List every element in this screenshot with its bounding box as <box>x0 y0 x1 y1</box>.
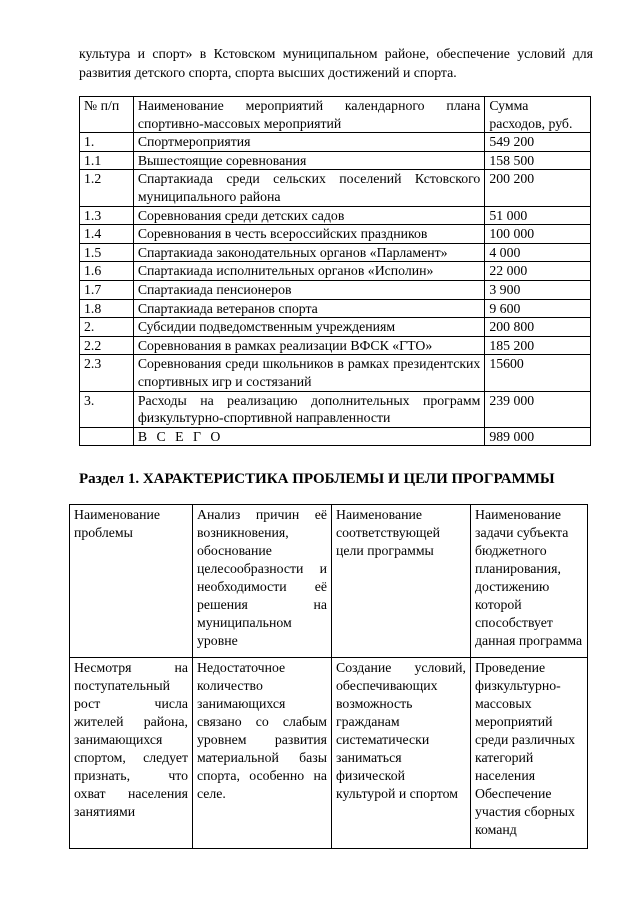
table-row <box>80 280 591 299</box>
row-expense-sum: 3 900 <box>485 280 591 299</box>
row-number: 3. <box>80 391 134 427</box>
row-number: 2. <box>80 318 134 337</box>
task-text: Проведение физкультурно-массовых мероприятий среди различных категорий населения Обеспечение участия сборных команд <box>475 660 576 837</box>
row-event-name: Соревнования среди детских садов <box>133 206 485 225</box>
row-event-name: Субсидии подведомственным учреждениям <box>133 318 485 337</box>
row-expense-sum: 200 800 <box>485 318 591 337</box>
header-goal <box>332 505 471 658</box>
header-event-name: Наименование мероприятий календарного плана спортивно-массовых мероприятий <box>133 97 485 133</box>
problem-goals-table <box>69 504 588 849</box>
events-expenses-table <box>79 96 591 446</box>
row-expense-sum: 158 500 <box>485 151 591 170</box>
table-row <box>80 299 591 318</box>
table-row <box>80 318 591 337</box>
problem-cell <box>70 658 193 849</box>
row-number: 1.2 <box>80 170 134 206</box>
row-number: 1.3 <box>80 206 134 225</box>
row-number: 1.1 <box>80 151 134 170</box>
table-header-row <box>80 97 591 133</box>
row-event-name: Соревнования в рамках реализации ВФСК «ГТО» <box>133 336 485 355</box>
row-number <box>80 427 134 446</box>
section-title: Раздел 1. ХАРАКТЕРИСТИКА ПРОБЛЕМЫ И ЦЕЛИ ПРОГРАММЫ <box>79 471 555 487</box>
row-event-name: Расходы на реализацию дополнительных программ физкультурно-спортивной направленности <box>133 391 485 427</box>
row-expense-sum: 15600 <box>485 355 591 391</box>
header-problem <box>70 505 193 658</box>
header-goal-text: Наименование соответствующей цели программы <box>336 507 441 558</box>
row-expense-sum: 100 000 <box>485 225 591 244</box>
row-event-name: Спартакиада исполнительных органов «Исполин» <box>133 262 485 281</box>
table-row <box>80 206 591 225</box>
task-cell <box>471 658 588 849</box>
analysis-cell <box>193 658 332 849</box>
row-number: 1.4 <box>80 225 134 244</box>
table-row <box>80 243 591 262</box>
table-row-total <box>80 427 591 446</box>
header-problem-text: Наименование проблемы <box>74 507 160 540</box>
row-event-name: Спартакиада среди сельских поселений Кстовского муниципального района <box>133 170 485 206</box>
row-event-name: Спартакиада пенсионеров <box>133 280 485 299</box>
row-number: 1. <box>80 133 134 152</box>
row-number: 1.5 <box>80 243 134 262</box>
row-expense-sum: 200 200 <box>485 170 591 206</box>
header-task <box>471 505 588 658</box>
row-expense-sum: 989 000 <box>485 427 591 446</box>
header-task-text: Наименование задачи субъекта бюджетного планирования, достижению которой способствует данная программа <box>475 507 583 648</box>
table-header-row <box>70 505 588 658</box>
row-event-name: Соревнования среди школьников в рамках президентских спортивных игр и состязаний <box>133 355 485 391</box>
table-row <box>80 133 591 152</box>
table-row <box>80 391 591 427</box>
table-row <box>70 658 588 849</box>
row-expense-sum: 22 000 <box>485 262 591 281</box>
table-row <box>80 355 591 391</box>
goal-cell <box>332 658 471 849</box>
table-row <box>80 336 591 355</box>
header-expense-sum: Сумма расходов, руб. <box>485 97 591 133</box>
table-row <box>80 170 591 206</box>
goal-text: Создание условий, обеспечивающих возможность гражданам систематически заниматься физической культурой и спортом <box>336 660 466 801</box>
row-event-name: Спортмероприятия <box>133 133 485 152</box>
row-expense-sum: 549 200 <box>485 133 591 152</box>
row-number: 1.7 <box>80 280 134 299</box>
row-event-name: Соревнования в честь всероссийских праздников <box>133 225 485 244</box>
row-expense-sum: 9 600 <box>485 299 591 318</box>
row-number: 1.8 <box>80 299 134 318</box>
row-expense-sum: 51 000 <box>485 206 591 225</box>
row-number: 2.3 <box>80 355 134 391</box>
row-event-name: Спартакиада ветеранов спорта <box>133 299 485 318</box>
table-row <box>80 151 591 170</box>
row-expense-sum: 4 000 <box>485 243 591 262</box>
header-analysis <box>193 505 332 658</box>
row-event-name: Спартакиада законодательных органов «Парламент» <box>133 243 485 262</box>
table-row <box>80 225 591 244</box>
analysis-text: Недостаточное количество занимающихся связано со слабым уровнем развития материальной базы спорта, особенно на селе. <box>197 660 327 801</box>
row-number: 2.2 <box>80 336 134 355</box>
intro-paragraph: культура и спорт» в Кстовском муниципальном районе, обеспечение условий для развития детского спорта, спорта высших достижений и спорта. <box>79 46 593 80</box>
table-row <box>80 262 591 281</box>
header-analysis-text: Анализ причин её возникновения, обоснование целесообразности и необходимости её решения на муниципальном уровне <box>197 507 327 648</box>
row-expense-sum: 239 000 <box>485 391 591 427</box>
problem-text: Несмотря на поступательный рост числа жителей района, занимающихся спортом, следует признать, что охват населения занятиями <box>74 660 188 819</box>
row-event-name: В С Е Г О <box>133 427 485 446</box>
row-number: 1.6 <box>80 262 134 281</box>
header-number: № п/п <box>80 97 134 133</box>
row-event-name: Вышестоящие соревнования <box>133 151 485 170</box>
row-expense-sum: 185 200 <box>485 336 591 355</box>
